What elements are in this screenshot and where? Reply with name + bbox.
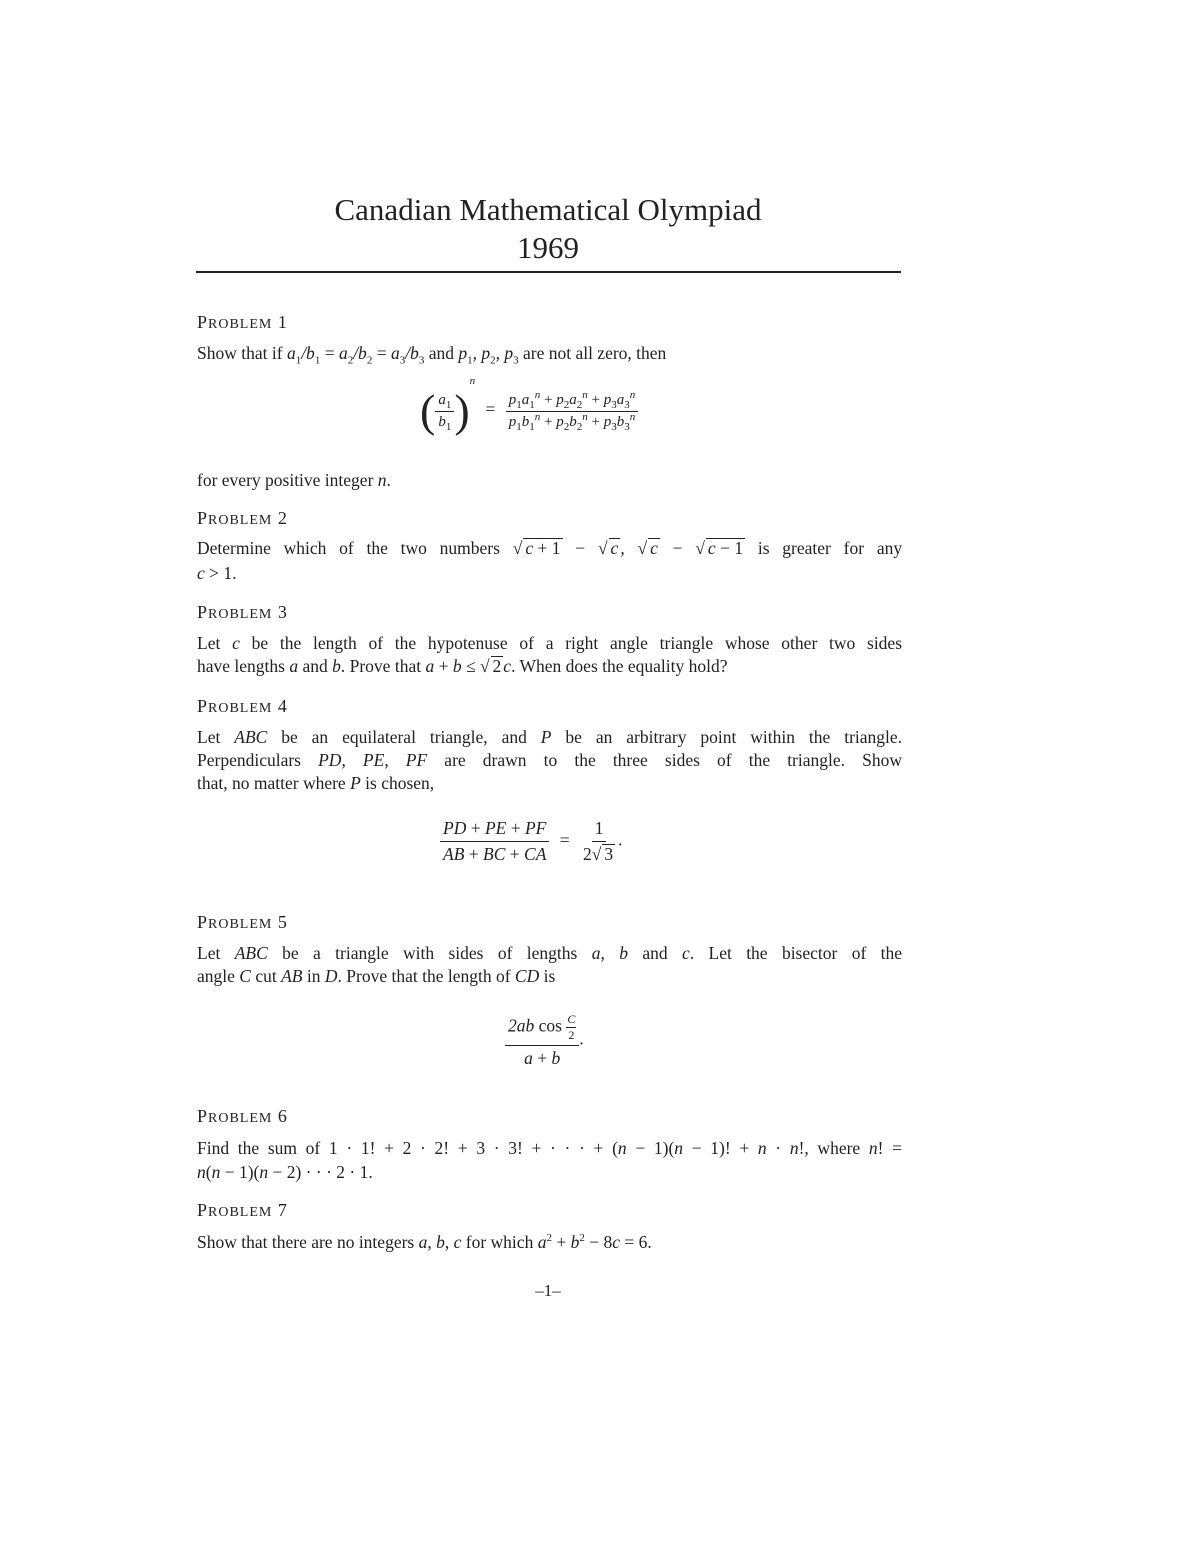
problem-number: 7 bbox=[277, 1200, 288, 1220]
text-run: Find the sum of bbox=[197, 1138, 321, 1158]
text-run: . Let the bisector of the bbox=[689, 943, 903, 963]
problem-4-display-equation: $\frac{PD + PE + PF}{AB + BC + CA}$ = $\frac{1}{2√ 3}$ . bbox=[440, 818, 623, 865]
text-run: is greater for any bbox=[757, 538, 903, 558]
problem-word-rest: ROBLEM bbox=[208, 1111, 273, 1126]
text-run: . Prove that bbox=[340, 656, 422, 676]
text-run: Show that if bbox=[197, 343, 283, 363]
problem-5-display-equation: 2ab cos $\frac{C}{2}$ a + b . bbox=[505, 1012, 584, 1069]
problem-4-statement-line-2: Perpendiculars PD, PE, PF are drawn to the three sides of the triangle. Show bbox=[197, 750, 902, 770]
text-run: Let bbox=[197, 943, 221, 963]
problem-number: 6 bbox=[277, 1106, 288, 1126]
text-run: and bbox=[642, 943, 668, 963]
math-inequality: a + b ≤ √ 2 c bbox=[425, 656, 512, 676]
text-run: be the length of the hypotenuse of a right angle triangle whose other two sides bbox=[251, 633, 903, 653]
problem-1-display-equation: ( $\frac{a_1}{b_1}$ )$^n$ = $\frac{p_1a_1^n + p_2a_2^n + p_3a_3^n}{p_1b_1^n + p_2b_2^n + p_3b_3^n}$ bbox=[420, 388, 638, 434]
math-weights: $p_1$, $p_2$, $p_3$ bbox=[458, 343, 519, 367]
problem-5-statement-line-2: angle C cut AB in D. Prove that the length of CD is bbox=[197, 966, 556, 986]
problem-number: 5 bbox=[277, 912, 288, 932]
problem-word-initial: P bbox=[197, 912, 209, 932]
text-run: be an arbitrary point within the triangle. bbox=[565, 727, 903, 747]
title-rule bbox=[196, 271, 901, 273]
problem-word-rest: ROBLEM bbox=[208, 917, 273, 932]
text-run: in bbox=[306, 966, 321, 986]
problem-word-initial: P bbox=[197, 1200, 209, 1220]
problem-number: 3 bbox=[277, 602, 288, 622]
text-run: and bbox=[428, 343, 454, 363]
text-run: that, no matter where bbox=[197, 773, 346, 793]
problem-1-closing: for every positive integer n. bbox=[197, 470, 391, 490]
text-run: are not all zero, then bbox=[522, 343, 667, 363]
text-run: Let bbox=[197, 727, 221, 747]
math-ratio-condition: $a_1/b_1 = a_2/b_2 = a_3/b_3$ bbox=[286, 343, 425, 367]
text-run: Let bbox=[197, 633, 221, 653]
problem-2-statement-line-2: c > 1. bbox=[197, 563, 237, 583]
text-run: . When does the equality hold? bbox=[511, 656, 728, 676]
problem-2-statement-line-1 bbox=[197, 538, 902, 559]
text-run: is chosen, bbox=[365, 773, 435, 793]
problem-word-initial: P bbox=[197, 696, 209, 716]
text-run: . Prove that the length of bbox=[337, 966, 511, 986]
math-equation: $a^2 + b^2 - 8c = 6$ bbox=[537, 1232, 648, 1252]
text-run: and bbox=[302, 656, 328, 676]
text-run: are drawn to the three sides of the triangle. Show bbox=[444, 750, 902, 770]
problem-number: 2 bbox=[277, 508, 288, 528]
problem-word-rest: ROBLEM bbox=[208, 513, 273, 528]
text-run: is bbox=[543, 966, 556, 986]
problem-6-statement-line-2: n(n − 1)(n − 2) · · · 2 · 1. bbox=[197, 1162, 373, 1182]
text-run: have lengths bbox=[197, 656, 285, 676]
problem-word-rest: ROBLEM bbox=[208, 701, 273, 716]
document-year: 1969 bbox=[517, 230, 579, 265]
problem-4-heading bbox=[197, 696, 288, 717]
problem-1-heading bbox=[197, 312, 288, 333]
problem-5-heading bbox=[197, 912, 288, 933]
problem-3-heading bbox=[197, 602, 288, 623]
problem-word-rest: ROBLEM bbox=[208, 607, 273, 622]
problem-word-rest: ROBLEM bbox=[208, 317, 273, 332]
document-title: Canadian Mathematical Olympiad bbox=[334, 192, 762, 227]
text-run: cut bbox=[255, 966, 277, 986]
problem-word-initial: P bbox=[197, 508, 209, 528]
problem-6-statement-line-1: Find the sum of 1 · 1! + 2 · 2! + 3 · 3! + · · · + (n − 1)(n − 1)! + n · n!, where n! = bbox=[197, 1138, 902, 1158]
problem-2-heading bbox=[197, 508, 288, 529]
problem-word-initial: P bbox=[197, 312, 209, 332]
text-run: Show that there are no integers bbox=[197, 1232, 415, 1252]
problem-7-heading bbox=[197, 1200, 288, 1221]
math-sum: 1 · 1! + 2 · 2! + 3 · 3! + · · · + (n − 1)(n − 1)! + n · n! bbox=[328, 1138, 805, 1158]
problem-1-statement bbox=[197, 343, 902, 367]
problem-3-statement-line-1: Let c be the length of the hypotenuse of a right angle triangle whose other two sides bbox=[197, 633, 903, 653]
problem-number: 4 bbox=[277, 696, 288, 716]
problem-word-rest: ROBLEM bbox=[208, 1205, 273, 1220]
problem-5-statement-line-1: Let ABC be a triangle with sides of lengths a, b and c. Let the bisector of the bbox=[197, 943, 903, 963]
text-run: for which bbox=[465, 1232, 534, 1252]
math-expressions: √ c + 1 − √ c , √ c − √ c − 1 bbox=[512, 538, 744, 558]
problem-7-statement: Show that there are no integers a, b, c for which $a^2 + b^2 - 8c = 6$. bbox=[197, 1232, 652, 1252]
page-number: –1– bbox=[535, 1281, 561, 1300]
problem-word-initial: P bbox=[197, 1106, 209, 1126]
text-run: be a triangle with sides of lengths bbox=[282, 943, 578, 963]
problem-3-statement-line-2: have lengths a and b. Prove that a + b ≤ √ 2 c. When does the equality hold? bbox=[197, 656, 728, 676]
text-run: Perpendiculars bbox=[197, 750, 301, 770]
problem-4-statement-line-3: that, no matter where P is chosen, bbox=[197, 773, 435, 793]
text-run: , where bbox=[804, 1138, 861, 1158]
text-run: Determine which of the two numbers bbox=[197, 538, 500, 558]
text-run: angle bbox=[197, 966, 235, 986]
text-run: be an equilateral triangle, and bbox=[281, 727, 527, 747]
problem-number: 1 bbox=[277, 312, 288, 332]
problem-4-statement-line-1: Let ABC be an equilateral triangle, and P be an arbitrary point within the triangle. bbox=[197, 727, 903, 747]
problem-6-heading bbox=[197, 1106, 288, 1127]
problem-word-initial: P bbox=[197, 602, 209, 622]
text-run: for every positive integer bbox=[197, 470, 374, 490]
